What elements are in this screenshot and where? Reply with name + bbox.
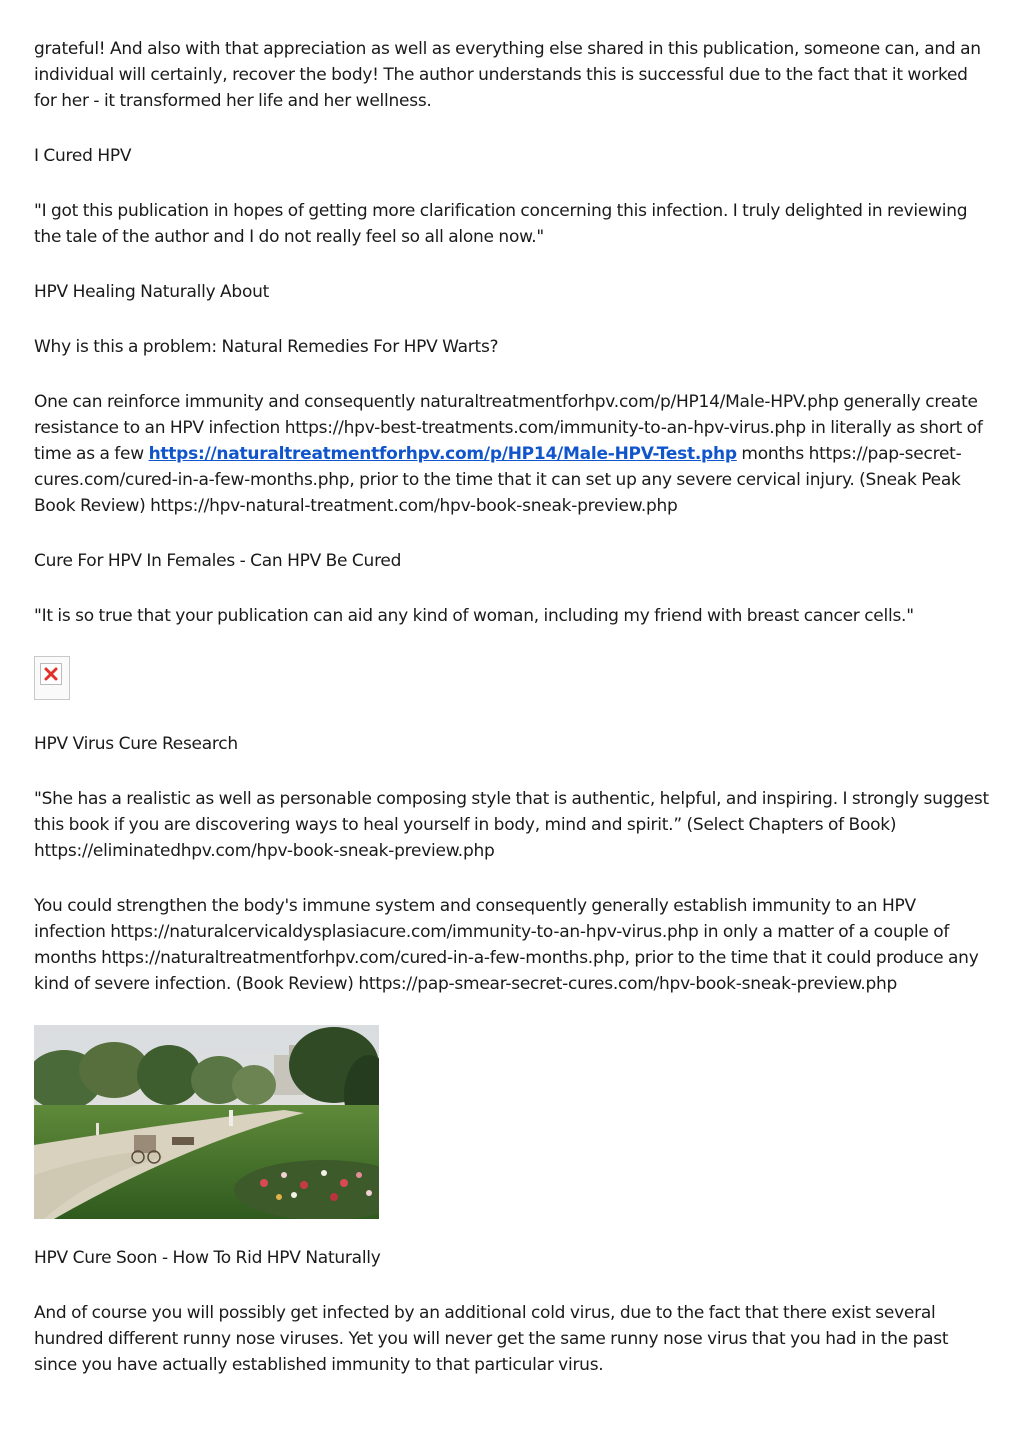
paragraph-strengthen-immune: You could strengthen the body's immune system and consequently generally establish immunity to an HPV infection https://naturalcervicaldysplasiacure.com/immunity-to-an-hpv-virus.php in only a matter of a couple of months https://naturaltreatmentforhpv.com/cured-in-a-few-months.php, prior to the time that it could produce any kind of severe infection. (Book Review) https://pap-smear-secret-cures.com/hpv-book-sneak-preview.php [34, 896, 979, 994]
paragraph-cold-virus: And of course you will possibly get infected by an additional cold virus, due to the fact that there exist several hundred different runny nose viruses. Yet you will never get the same runny nose virus that you had in the past since you have actually established immunity to that particular virus. [34, 1303, 949, 1375]
heading-hpv-cure-soon: HPV Cure Soon - How To Rid HPV Naturally [34, 1248, 381, 1268]
quote-breast-cancer: "It is so true that your publication can aid any kind of woman, including my friend with breast cancer cells." [34, 606, 914, 626]
paragraph-text-after-link: months https://pap-secret-cures.com/cured-in-a-few-months.php, prior to the time that it can set up any severe cervical injury. (Sneak Peak Book Review) https://hpv-natural-treatment.com/hpv-book-sneak-preview.php [34, 444, 962, 516]
quote-realistic-style: "She has a realistic as well as personable composing style that is authentic, helpful, and inspiring. I strongly suggest this book if you are discovering ways to heal yourself in body, mind and spirit.” (Select Chapters of Book) https://eliminatedhpv.com/hpv-book-sneak-preview.php [34, 789, 989, 861]
broken-image-frame [34, 656, 70, 700]
paragraph-intro: grateful! And also with that appreciation as well as everything else shared in this publication, someone can, and an individual will certainly, recover the body! The author understands this is successful due to the fact that it worked for her - it transformed her life and her wellness. [34, 39, 981, 111]
heading-hpv-virus-cure-research: HPV Virus Cure Research [34, 734, 238, 754]
male-hpv-test-link[interactable]: https://naturaltreatmentforhpv.com/p/HP14/Male-HPV-Test.php [148, 444, 737, 464]
quote-clarification: "I got this publication in hopes of getting more clarification concerning this infection. I truly delighted in reviewing the tale of the author and I do not really feel so all alone now." [34, 201, 968, 247]
park-painting [34, 1025, 379, 1219]
heading-cure-for-hpv-females: Cure For HPV In Females - Can HPV Be Cured [34, 551, 402, 571]
heading-i-cured-hpv: I Cured HPV [34, 146, 132, 166]
paragraph-text-before-link: One can reinforce immunity and consequently naturaltreatmentforhpv.com/p/HP14/Male-HPV.php generally create resistance to an HPV infection https://hpv-best-treatments.com/immunity-to-an-hpv-virus.php in literally as short of time as a few [34, 392, 983, 464]
park-painting-image [34, 1025, 992, 1219]
broken-image-icon [40, 663, 62, 685]
heading-why-problem: Why is this a problem: Natural Remedies For HPV Warts? [34, 337, 499, 357]
broken-image [34, 656, 992, 700]
document-page [34, 36, 992, 1378]
heading-hpv-healing-naturally: HPV Healing Naturally About [34, 282, 270, 302]
paragraph-reinforce-immunity [34, 389, 992, 519]
